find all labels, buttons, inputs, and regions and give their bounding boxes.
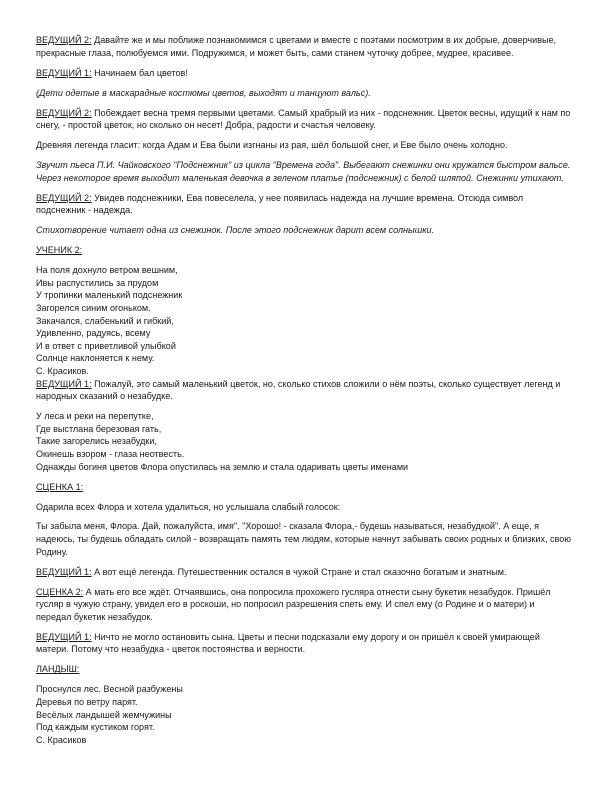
paragraph-text: Увидев подснежники, Ева повеселела, у нее появилась надежда на лучшие времена. Отсюда символ подснежник - надежда.	[36, 192, 524, 216]
poem-line: У тропинки маленький подснежник	[36, 290, 183, 301]
paragraph: Одарила всех Флора и хотела удалиться, но услышала слабый голосок:	[36, 501, 341, 512]
paragraph: Древняя легенда гласит: когда Адам и Ева были изгнаны из рая, шёл большой снег, и Еве было очень холодно.	[36, 140, 508, 151]
poem-line: Где выстлана березовая гать,	[36, 423, 162, 434]
paragraph-text: А вот ещё легенда. Путешественник остался в чужой Стране и стал сказочно богатым и знатным.	[91, 566, 507, 577]
paragraph	[36, 192, 572, 217]
poem-line: Удивленно, радуясь, всему	[36, 328, 151, 339]
poem-line: Проснулся лес. Весной разбужены	[36, 684, 183, 695]
speaker-label: ВЕДУЩИЙ 1:	[36, 67, 92, 78]
poem-line: И в ответ с приветливой улыбкой	[36, 340, 176, 351]
stage-direction: (Дети одетые в маскарадные костюмы цветов, выходят и танцуют вальс).	[36, 87, 371, 98]
poem-line: Деревья по ветру парят.	[36, 696, 138, 707]
speaker-label: ЛАНДЫШ:	[36, 664, 80, 675]
paragraph	[36, 34, 572, 59]
paragraph-text: Побеждает весна тремя первыми цветами. Самый храбрый из них - подснежник. Цветок весны, идущий к нам по снегу, - простой цветок, но сколько он несет! Добра, радости и счастья человеку.	[36, 107, 571, 131]
poem-line: Однажды богиня цветов Флора опустилась на землю и стала одаривать цветы именами	[36, 461, 409, 472]
poem	[36, 264, 572, 377]
paragraph-text: А мать его все ждёт. Отчаявшись, она попросила прохожего гусляра отнести сыну букетик незабудок. Пришёл гусляр в чужую страну, увидел его в роскоши, но попросил разрешения спеть ему. И спел ему (о Родине и о матери) и передал букетик незабудок.	[36, 586, 551, 622]
poem	[36, 683, 572, 746]
paragraph	[36, 631, 572, 656]
poem-author: С. Красиков.	[36, 365, 89, 376]
speaker-label: СЦЕНКА 1:	[36, 481, 84, 492]
poem-line: Загорелся синим огоньком.	[36, 303, 151, 314]
paragraph-text: Ничто не могло остановить сына. Цветы и песни подсказали ему дорогу и он пришёл к своей умирающей матери. Потому что незабудка - цветок постоянства и верности.	[36, 631, 540, 655]
poem-line: Такие загорелись незабудки,	[36, 436, 157, 447]
poem-line: Под каждым кустиком горят.	[36, 722, 155, 733]
speaker-label: ВЕДУЩИЙ 1:	[36, 631, 92, 642]
paragraph-text: Начинаем бал цветов!	[91, 67, 188, 78]
stage-direction: Звучит пьеса П.И. Чайковского "Подснежник" из цикла "Времена года". Выбегают снежинки они кружатся быстром вальсе. Через некоторое время выходит маленькая девочка в зеленом платье (подснежник) с белой шляпой. Снежинки утихают.	[36, 160, 571, 183]
speaker-label: ВЕДУЩИЙ 1:	[36, 566, 92, 577]
poem-line: Солнце наклоняется к нему.	[36, 353, 155, 364]
speaker-label: СЦЕНКА 2:	[36, 586, 84, 597]
stage-direction: Стихотворение читает одна из снежинок. После этого подснежник дарит всем солнышки.	[36, 225, 435, 236]
paragraph	[36, 378, 572, 403]
poem-line: Весёлых ландышей жемчужины	[36, 709, 172, 720]
speaker-label: ВЕДУЩИЙ 1:	[36, 378, 92, 389]
poem-line: На поля дохнуло ветром вешним,	[36, 265, 178, 276]
poem-author: С. Красиков	[36, 734, 87, 745]
speaker-label: ВЕДУЩИЙ 2:	[36, 35, 92, 45]
paragraph-text: Давайте же и мы поближе познакомимся с цветами и вместе с поэтами посмотрим в их добрые, доверчивые, прекрасные глаза, полюбуемся ими. Подружимся, и может быть, сами станем чуточку добрее, мудрее, красивее.	[36, 35, 557, 58]
paragraph-text: Пожалуй, это самый маленький цветок, но, сколько стихов сложили о нём поэты, сколько существует легенд и народных сказаний о незабудке.	[36, 378, 561, 402]
paragraph	[36, 107, 572, 132]
poem-line: Окинешь взором - глаза неотвесть.	[36, 448, 185, 459]
speaker-label: ВЕДУЩИЙ 2:	[36, 192, 92, 203]
speaker-label: ВЕДУЩИЙ 2:	[36, 107, 92, 118]
paragraph: Ты забыла меня, Флора. Дай, пожалуйста, имя". "Хорошо! - сказала Флора,- будешь называться, незабудкой". А еще, я надеюсь, ты будешь обладать силой - возвращать память тем людям, которые начнут забывать своих родных и близких, свою Родину.	[36, 521, 572, 557]
paragraph	[36, 586, 572, 624]
poem-line: У леса и реки на перепутке,	[36, 411, 154, 422]
poem-line: Ивы распустились за прудом	[36, 277, 159, 288]
poem	[36, 410, 572, 473]
poem-line: Закачался, слабенький и гибкий,	[36, 315, 174, 326]
speaker-label: УЧЕНИК 2:	[36, 245, 83, 256]
paragraph	[36, 566, 572, 579]
paragraph	[36, 67, 572, 80]
